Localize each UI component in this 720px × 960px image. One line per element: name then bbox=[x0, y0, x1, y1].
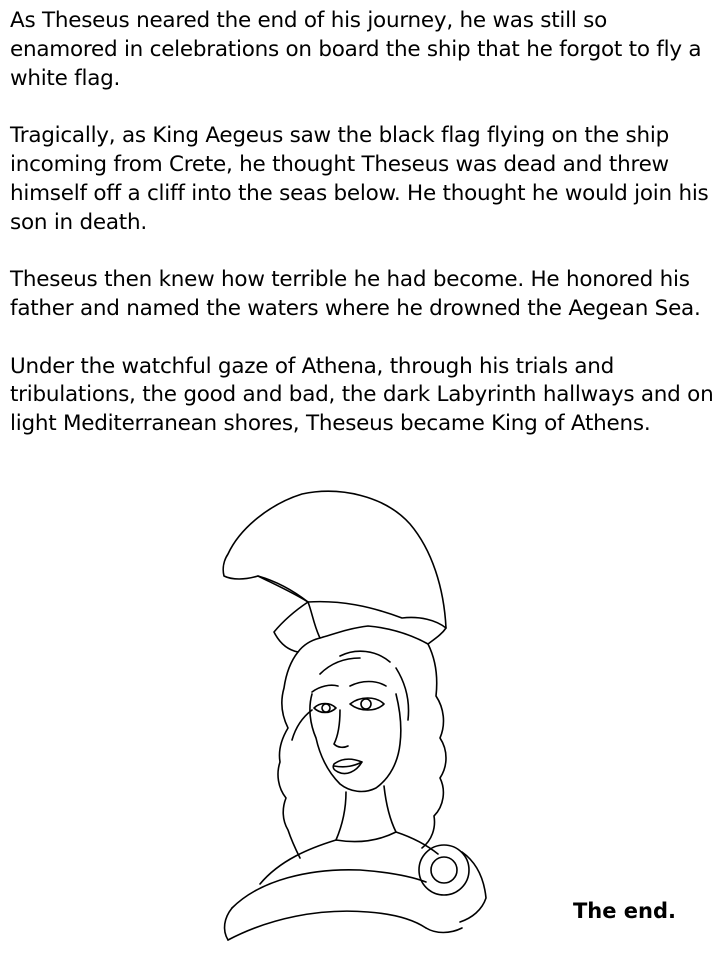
armor-edge-left bbox=[225, 908, 232, 940]
brow-left bbox=[312, 685, 338, 692]
story-text bbox=[10, 7, 715, 468]
brooch-inner bbox=[431, 857, 457, 883]
helmet-crest bbox=[223, 491, 446, 628]
hair-left bbox=[278, 652, 300, 858]
hair-strands bbox=[292, 651, 409, 740]
brow-right bbox=[350, 682, 386, 687]
athena-illustration bbox=[200, 488, 500, 950]
story-paragraph-4: Under the watchful gaze of Athena, through his trials and tribulations, the good and bad, the dark Labyrinth hallways and on light Mediterranean shores, Theseus became King of Athens. bbox=[10, 353, 714, 437]
armor-right bbox=[460, 852, 486, 922]
hair-right bbox=[422, 644, 446, 848]
the-end-label: The end. bbox=[572, 899, 676, 923]
lips bbox=[333, 759, 362, 773]
helmet-visor bbox=[258, 576, 446, 644]
armor-right-edge bbox=[426, 928, 462, 933]
helmet-cheek-guard bbox=[274, 602, 320, 652]
armor-base bbox=[228, 911, 426, 940]
armor-upper bbox=[260, 832, 438, 884]
nose bbox=[334, 710, 348, 747]
story-paragraph-2: Tragically, as King Aegeus saw the black flag flying on the ship incoming from Crete, he thought Theseus was dead and threw himself off a cliff into the seas below. He thought he would join his son in death. bbox=[10, 123, 709, 235]
story-paragraph-1: As Theseus neared the end of his journey, he was still so enamored in celebrations on board the ship that he forgot to fly a white flag. bbox=[10, 8, 702, 91]
face-outline bbox=[310, 694, 401, 791]
armor-lower bbox=[232, 870, 426, 908]
pupil-left bbox=[322, 704, 330, 712]
story-paragraph-3: Theseus then knew how terrible he had become. He honored his father and named the waters where he drowned the Aegean Sea. bbox=[10, 267, 701, 321]
pupil-right bbox=[361, 699, 371, 709]
neck bbox=[336, 786, 396, 840]
